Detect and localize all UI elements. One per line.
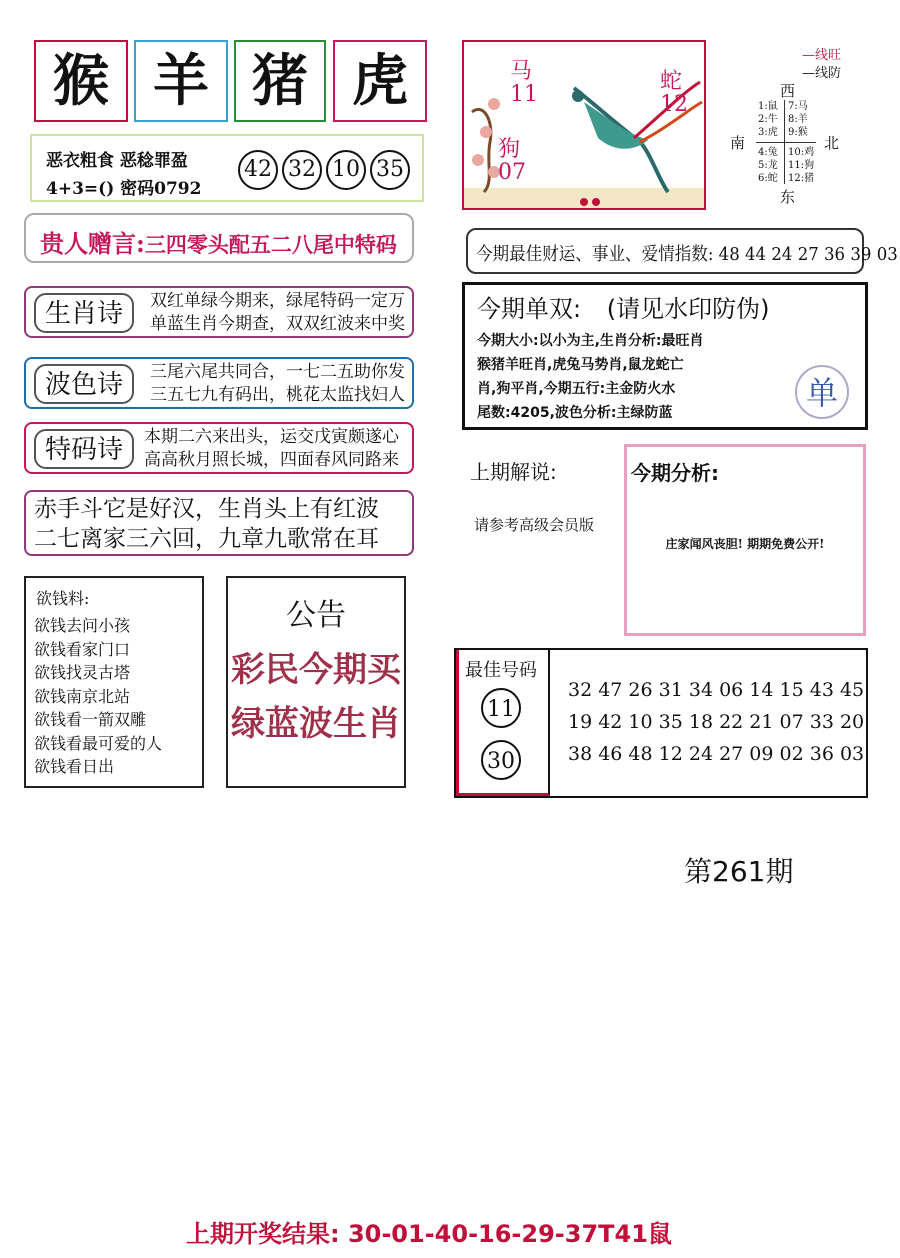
- compass-south: 南: [730, 134, 746, 152]
- pic-number-b: 07: [498, 160, 526, 185]
- compass-bottom-right: 10:鸡 11:狗 12:猪: [788, 147, 815, 184]
- poem-line: 三尾六尾共同合，一七二五助你发: [150, 362, 405, 382]
- best-row: 19 42 10 35 18 22 21 07 33 20: [568, 711, 865, 733]
- best-ball: 11: [481, 688, 521, 728]
- pic-number-a: 11: [510, 82, 538, 107]
- sd-line: 尾数:4205,波色分析:主绿防蓝: [477, 405, 673, 421]
- sd-line: 肖,狗平肖,今期五行:主金防火水: [477, 381, 676, 397]
- compass-divider-h: [756, 142, 816, 143]
- sd-line: 猴猪羊旺肖,虎兔马势肖,鼠龙蛇亡: [477, 357, 684, 373]
- hint-line-2: 4+3=() 密码0792: [46, 179, 202, 199]
- hint-line-1: 恶衣粗食 恶稔罪盈: [46, 151, 188, 171]
- best-row: 38 46 48 12 24 27 09 02 36 03: [568, 743, 865, 765]
- compass-top-right: 7:马 8:羊 9:猴: [788, 101, 808, 138]
- poem-line: 高高秋月照长城，四面春风同路来: [144, 450, 399, 470]
- index-panel: [466, 228, 898, 274]
- pic-animal-a: 马: [510, 59, 533, 84]
- money-line: 欲钱看家门口: [34, 639, 131, 659]
- banner-text: [40, 224, 397, 259]
- money-line: 欲钱看一箭双雕: [34, 710, 147, 729]
- poem-line: 本期二六来出头，运交戊寅颇遂心: [144, 427, 399, 447]
- compass-east: 东: [780, 188, 796, 206]
- hint-box: [30, 134, 424, 202]
- sd-stamp: 单: [795, 365, 849, 419]
- best-balls-column: [456, 650, 550, 796]
- poem-line: 三五七九有码出，桃花太监找妇人: [150, 385, 405, 405]
- money-line: 欲钱找灵古塔: [34, 663, 131, 682]
- banner-message: 三四零头配五二八尾中特码: [144, 232, 397, 257]
- sd-watermark: (请见水印防伪): [606, 295, 770, 323]
- notice-line-2: 绿蓝波生肖: [231, 704, 401, 744]
- money-line: 欲钱看最可爱的人: [34, 733, 163, 753]
- notice-box: [226, 576, 406, 788]
- compass-chart: [726, 44, 872, 210]
- banner: [24, 213, 414, 263]
- single-double-box: [462, 282, 868, 430]
- compass-bottom-left: 4:兔 5:龙 6:蛇: [758, 147, 778, 184]
- money-line: 欲钱看日出: [34, 757, 115, 776]
- hint-number: 42: [238, 150, 278, 190]
- hint-number: 10: [326, 150, 366, 190]
- hint-number: 32: [282, 150, 322, 190]
- pic-animal-c: 蛇: [660, 69, 683, 94]
- last-explain-text: 请参考高级会员版: [474, 516, 595, 534]
- sd-title: [477, 289, 769, 324]
- best-ball: 30: [481, 740, 521, 780]
- hint-number: 35: [370, 150, 410, 190]
- zodiac-box-1: 猴: [34, 40, 128, 122]
- zodiac-box-2: 羊: [134, 40, 228, 122]
- poem-panel-special: [24, 422, 414, 474]
- poem-panel-color: [24, 357, 414, 409]
- compass-north: 北: [824, 134, 840, 152]
- zodiac-box-4: 虎: [333, 40, 427, 122]
- best-numbers-box: [454, 648, 868, 798]
- money-list: [34, 614, 162, 779]
- money-line: 欲钱去问小孩: [34, 616, 131, 635]
- pic-animal-b: 狗: [498, 137, 521, 162]
- notice-title: 公告: [286, 598, 346, 633]
- poem-line: 单蓝生肖今期查，双双红波来中奖: [150, 314, 405, 334]
- riddle-panel: [24, 490, 414, 556]
- pic-number-c: 12: [660, 92, 688, 117]
- analysis-text: 庄家闻风丧胆! 期期免费公开!: [665, 537, 825, 551]
- index-text: 今期最佳财运、事业、爱情指数: 48 44 24 27 36 39 03: [476, 244, 898, 265]
- poem-panel-zodiac: [24, 286, 414, 338]
- riddle-line: 赤手斗它是好汉，生肖头上有红波: [34, 496, 379, 522]
- analysis-title: 今期分析:: [631, 461, 719, 485]
- best-rows: [568, 674, 864, 770]
- legend-primary: —线旺: [802, 48, 842, 63]
- poem-line: 双红单绿今期来，绿尾特码一定万: [150, 291, 405, 311]
- analysis-box: [624, 444, 866, 636]
- money-title: 欲钱料:: [36, 589, 90, 608]
- sd-title-label: 今期单双:: [477, 295, 582, 323]
- zodiac-box-3: 猪: [234, 40, 326, 122]
- poem-tag: 生肖诗: [34, 293, 134, 333]
- notice-line-1: 彩民今期买: [231, 650, 401, 690]
- compass-west: 西: [780, 82, 796, 100]
- best-row: 32 47 26 31 34 06 14 15 43 45: [568, 679, 865, 701]
- riddle-line: 二七离家三六回，九章九歌常在耳: [34, 526, 379, 552]
- compass-top-left: 1:鼠 2:牛 3:虎: [758, 101, 778, 138]
- last-result: 上期开奖结果: 30-01-40-16-29-37T41鼠: [186, 1220, 672, 1248]
- poem-tag: 特码诗: [34, 429, 134, 469]
- banner-label: 贵人赠言:: [40, 229, 145, 258]
- legend-secondary: —线防: [802, 66, 842, 81]
- money-line: 欲钱南京北站: [34, 686, 131, 706]
- hint-numbers: [238, 150, 414, 190]
- sd-line: 今期大小:以小为主,生肖分析:最旺肖: [477, 333, 704, 349]
- poem-tag: 波色诗: [34, 364, 134, 404]
- issue-number: 第261期: [684, 855, 794, 888]
- last-explain-title: 上期解说:: [470, 460, 557, 484]
- picture-panel: [462, 40, 706, 210]
- best-title: 最佳号码: [465, 660, 537, 681]
- money-box: [24, 576, 204, 788]
- sd-lines: [477, 329, 704, 425]
